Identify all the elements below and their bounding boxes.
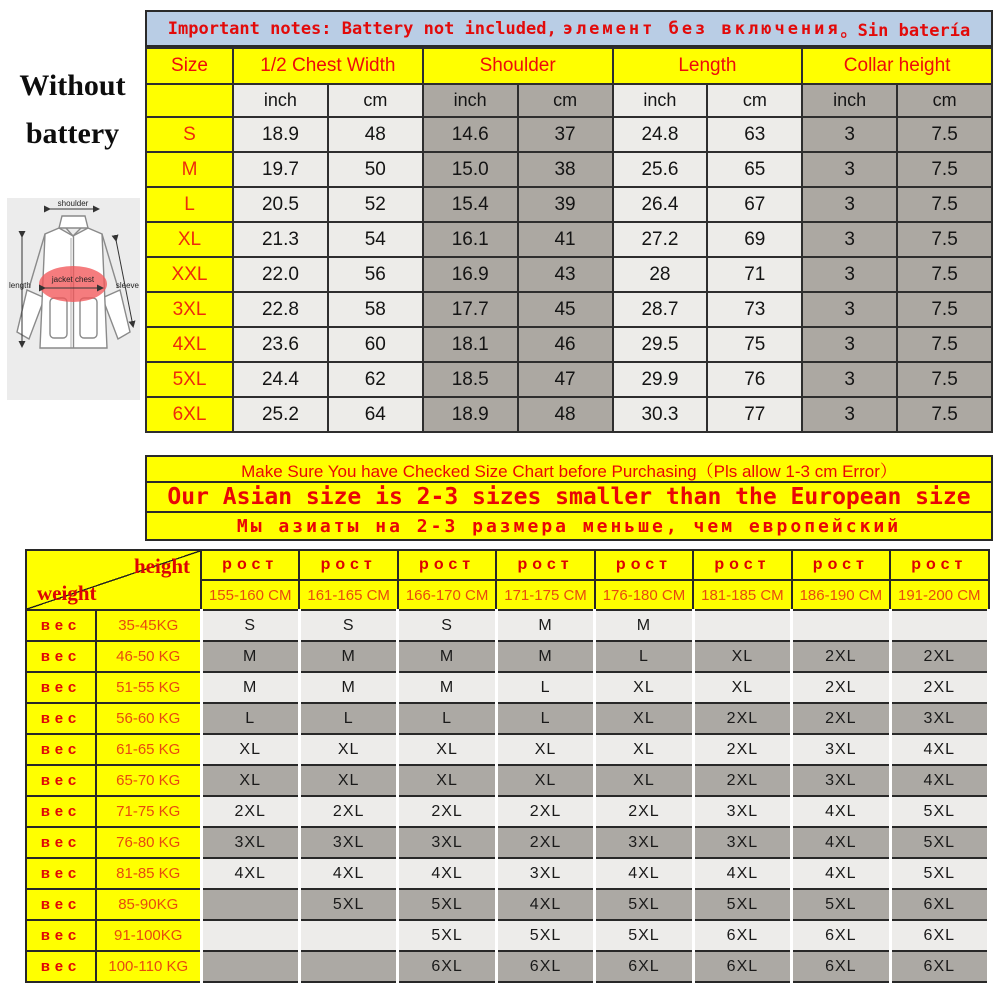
measurement-value: 60 [328, 327, 423, 362]
measurement-value: 30.3 [613, 397, 708, 432]
measurement-value: 58 [328, 292, 423, 327]
recommended-size: 2XL [496, 796, 594, 827]
recommended-size: 6XL [890, 951, 988, 982]
notice-check-size-chart: Make Sure You have Checked Size Chart before Purchasing（Pls allow 1-3 cm Error） [145, 455, 993, 483]
weight-row-header: вес [26, 610, 96, 641]
size-row-label: XL [146, 222, 233, 257]
recommended-size: 4XL [890, 734, 988, 765]
recommended-size: L [201, 703, 299, 734]
banner-text-en: Important notes: Battery not included, [167, 18, 557, 39]
measurement-value: 7.5 [897, 362, 992, 397]
recommended-size: 6XL [595, 951, 693, 982]
recommended-size: S [398, 610, 496, 641]
measurement-value: 3 [802, 362, 897, 397]
height-range: 181-185 CM [693, 580, 791, 610]
unit-header: cm [328, 84, 423, 117]
measurement-value: 7.5 [897, 327, 992, 362]
recommended-size: L [299, 703, 397, 734]
measurement-value: 38 [518, 152, 613, 187]
weight-range: 71-75 KG [96, 796, 201, 827]
measurement-value: 18.5 [423, 362, 518, 397]
recommended-size: S [201, 610, 299, 641]
fit-table-data [26, 550, 989, 982]
weight-range: 85-90KG [96, 889, 201, 920]
size-measurements-table [145, 47, 993, 433]
fit-table-row [26, 858, 989, 889]
recommended-size: M [398, 672, 496, 703]
measurement-value: 71 [707, 257, 802, 292]
recommended-size: 4XL [792, 858, 890, 889]
size-row-label: S [146, 117, 233, 152]
recommended-size: XL [201, 765, 299, 796]
recommended-size: 2XL [792, 703, 890, 734]
recommended-size: 4XL [201, 858, 299, 889]
without-battery-note [0, 62, 145, 158]
recommended-size: 2XL [792, 672, 890, 703]
measurement-value: 7.5 [897, 397, 992, 432]
recommended-size: 6XL [693, 920, 791, 951]
measurement-value: 29.9 [613, 362, 708, 397]
weight-row-header: вес [26, 641, 96, 672]
fit-table-row [26, 951, 989, 982]
measurement-value: 54 [328, 222, 423, 257]
size-row-label: 4XL [146, 327, 233, 362]
size-table-row [146, 117, 992, 152]
measurement-value: 69 [707, 222, 802, 257]
length-label: length [9, 281, 31, 290]
col-header-shoulder: Shoulder [423, 48, 613, 84]
measurement-value: 75 [707, 327, 802, 362]
measurement-value: 47 [518, 362, 613, 397]
measurement-value: 7.5 [897, 292, 992, 327]
measurement-value: 3 [802, 152, 897, 187]
recommended-size: M [201, 641, 299, 672]
recommended-size: 4XL [595, 858, 693, 889]
measurement-value: 25.2 [233, 397, 328, 432]
unit-header-blank [146, 84, 233, 117]
unit-header: cm [897, 84, 992, 117]
unit-header: inch [802, 84, 897, 117]
measurement-value: 46 [518, 327, 613, 362]
recommended-size: 5XL [693, 889, 791, 920]
recommended-size: XL [595, 765, 693, 796]
shoulder-label: shoulder [57, 199, 89, 208]
fit-rost-row [26, 550, 989, 580]
banner-text-suffix: 。Sin batería [840, 21, 971, 41]
recommended-size: 5XL [595, 920, 693, 951]
measurement-value: 67 [707, 187, 802, 222]
recommended-size: 6XL [792, 951, 890, 982]
recommended-size: XL [595, 672, 693, 703]
measurement-value: 37 [518, 117, 613, 152]
recommended-size: 3XL [890, 703, 988, 734]
measurement-value: 64 [328, 397, 423, 432]
col-header-chest: 1/2 Chest Width [233, 48, 423, 84]
recommended-size: 6XL [496, 951, 594, 982]
measurement-value: 22.8 [233, 292, 328, 327]
recommended-size: XL [299, 734, 397, 765]
size-table-row [146, 222, 992, 257]
measurement-value: 3 [802, 292, 897, 327]
measurement-value: 41 [518, 222, 613, 257]
measurement-value: 21.3 [233, 222, 328, 257]
recommended-size: 4XL [792, 827, 890, 858]
recommended-size: 5XL [299, 889, 397, 920]
recommended-size [890, 610, 988, 641]
height-range: 191-200 CM [890, 580, 988, 610]
recommended-size: 5XL [890, 827, 988, 858]
recommended-size: XL [496, 765, 594, 796]
height-column-header: рост [890, 550, 988, 580]
size-table-row [146, 292, 992, 327]
recommended-size: XL [398, 734, 496, 765]
height-column-header: рост [792, 550, 890, 580]
recommended-size: 2XL [398, 796, 496, 827]
measurement-value: 3 [802, 222, 897, 257]
measurement-value: 20.5 [233, 187, 328, 222]
measurement-value: 3 [802, 187, 897, 222]
height-range: 176-180 CM [595, 580, 693, 610]
recommended-size [201, 951, 299, 982]
size-row-label: L [146, 187, 233, 222]
measurement-value: 15.4 [423, 187, 518, 222]
measurement-value: 45 [518, 292, 613, 327]
height-range: 161-165 CM [299, 580, 397, 610]
height-range: 171-175 CM [496, 580, 594, 610]
col-header-length: Length [613, 48, 803, 84]
unit-header: inch [233, 84, 328, 117]
recommended-size: XL [693, 672, 791, 703]
measurement-value: 22.0 [233, 257, 328, 292]
weight-row-header: вес [26, 827, 96, 858]
measurement-value: 19.7 [233, 152, 328, 187]
corner-cell [26, 550, 201, 610]
unit-header: cm [707, 84, 802, 117]
recommended-size: 2XL [201, 796, 299, 827]
measurement-value: 52 [328, 187, 423, 222]
recommended-size: M [496, 641, 594, 672]
recommended-size: 5XL [398, 920, 496, 951]
recommended-size: 6XL [398, 951, 496, 982]
fit-table-row [26, 672, 989, 703]
unit-header: cm [518, 84, 613, 117]
measurement-value: 7.5 [897, 117, 992, 152]
measurement-value: 7.5 [897, 152, 992, 187]
weight-range: 61-65 KG [96, 734, 201, 765]
measurement-value: 48 [518, 397, 613, 432]
notice-asian-size-en: Our Asian size is 2-3 sizes smaller than the European size [145, 481, 993, 513]
recommended-size: 6XL [890, 920, 988, 951]
fit-table-row [26, 796, 989, 827]
recommended-size: XL [595, 703, 693, 734]
recommended-size: 4XL [398, 858, 496, 889]
weight-range: 91-100KG [96, 920, 201, 951]
recommended-size: L [496, 703, 594, 734]
measurement-value: 26.4 [613, 187, 708, 222]
measurement-value: 76 [707, 362, 802, 397]
measurement-value: 77 [707, 397, 802, 432]
measurement-value: 73 [707, 292, 802, 327]
jacket-measurement-diagram [7, 198, 140, 400]
measurement-value: 18.9 [233, 117, 328, 152]
recommended-size: 3XL [792, 765, 890, 796]
fit-table-row [26, 641, 989, 672]
recommended-size: 2XL [496, 827, 594, 858]
height-column-header: рост [496, 550, 594, 580]
size-table-row [146, 362, 992, 397]
recommended-size [792, 610, 890, 641]
height-column-header: рост [693, 550, 791, 580]
size-row-label: 3XL [146, 292, 233, 327]
recommended-size: 3XL [693, 827, 791, 858]
notice-asian-size-ru: Мы азиаты на 2-3 размера меньше, чем европейский [145, 511, 993, 541]
recommended-size: 4XL [890, 765, 988, 796]
measurement-value: 27.2 [613, 222, 708, 257]
recommended-size: 3XL [595, 827, 693, 858]
recommended-size: 6XL [890, 889, 988, 920]
recommended-size: 3XL [496, 858, 594, 889]
weight-row-header: вес [26, 889, 96, 920]
recommended-size: 2XL [890, 641, 988, 672]
size-table-row [146, 327, 992, 362]
size-table-data [146, 48, 992, 432]
measurement-value: 3 [802, 327, 897, 362]
recommended-size: 5XL [890, 796, 988, 827]
measurement-value: 62 [328, 362, 423, 397]
recommended-size [693, 610, 791, 641]
measurement-value: 14.6 [423, 117, 518, 152]
col-header-size: Size [146, 48, 233, 84]
corner-weight-label: weight [37, 581, 97, 605]
recommended-size: 2XL [299, 796, 397, 827]
col-header-collar: Collar height [802, 48, 992, 84]
measurement-value: 3 [802, 117, 897, 152]
weight-range: 46-50 KG [96, 641, 201, 672]
recommended-size [201, 889, 299, 920]
recommended-size: 6XL [792, 920, 890, 951]
height-column-header: рост [201, 550, 299, 580]
unit-header: inch [613, 84, 708, 117]
measurement-value: 24.4 [233, 362, 328, 397]
measurement-value: 56 [328, 257, 423, 292]
measurement-value: 43 [518, 257, 613, 292]
weight-range: 81-85 KG [96, 858, 201, 889]
weight-range: 100-110 KG [96, 951, 201, 982]
size-table-group-header [146, 48, 992, 84]
fit-table-row [26, 703, 989, 734]
recommended-size: XL [299, 765, 397, 796]
weight-range: 56-60 KG [96, 703, 201, 734]
height-weight-table [25, 549, 990, 983]
measurement-value: 16.9 [423, 257, 518, 292]
size-row-label: XXL [146, 257, 233, 292]
without-battery-line2: battery [25, 117, 120, 150]
size-table-row [146, 257, 992, 292]
notices-block [145, 455, 993, 541]
fit-table-row [26, 765, 989, 796]
chest-highlight-ellipse [39, 266, 107, 302]
recommended-size: 3XL [201, 827, 299, 858]
recommended-size: L [595, 641, 693, 672]
weight-row-header: вес [26, 796, 96, 827]
recommended-size: 4XL [299, 858, 397, 889]
weight-row-header: вес [26, 951, 96, 982]
measurement-value: 50 [328, 152, 423, 187]
measurement-value: 39 [518, 187, 613, 222]
measurement-value: 7.5 [897, 222, 992, 257]
recommended-size: 2XL [693, 703, 791, 734]
measurement-value: 28.7 [613, 292, 708, 327]
weight-range: 65-70 KG [96, 765, 201, 796]
fit-table-row [26, 610, 989, 641]
fit-table-row [26, 920, 989, 951]
measurement-value: 28 [613, 257, 708, 292]
height-range: 155-160 CM [201, 580, 299, 610]
weight-range: 35-45KG [96, 610, 201, 641]
weight-row-header: вес [26, 703, 96, 734]
height-range: 186-190 CM [792, 580, 890, 610]
measurement-value: 29.5 [613, 327, 708, 362]
recommended-size: 4XL [693, 858, 791, 889]
recommended-size: XL [693, 641, 791, 672]
recommended-size: L [496, 672, 594, 703]
recommended-size: 2XL [792, 641, 890, 672]
without-battery-line1: Without [19, 69, 126, 102]
recommended-size: L [398, 703, 496, 734]
measurement-value: 63 [707, 117, 802, 152]
recommended-size [299, 920, 397, 951]
height-column-header: рост [595, 550, 693, 580]
recommended-size: M [496, 610, 594, 641]
recommended-size: 6XL [693, 951, 791, 982]
corner-height-label: height [133, 554, 190, 578]
measurement-value: 48 [328, 117, 423, 152]
measurement-value: 3 [802, 397, 897, 432]
recommended-size: XL [398, 765, 496, 796]
recommended-size: M [299, 672, 397, 703]
recommended-size: 2XL [595, 796, 693, 827]
measurement-value: 18.9 [423, 397, 518, 432]
weight-row-header: вес [26, 765, 96, 796]
recommended-size: 5XL [398, 889, 496, 920]
weight-range: 76-80 KG [96, 827, 201, 858]
weight-row-header: вес [26, 734, 96, 765]
recommended-size: 4XL [792, 796, 890, 827]
measurement-value: 24.8 [613, 117, 708, 152]
recommended-size: 5XL [496, 920, 594, 951]
unit-header: inch [423, 84, 518, 117]
recommended-size: 5XL [792, 889, 890, 920]
recommended-size [201, 920, 299, 951]
banner-text-ru: элемент без включения [562, 18, 841, 39]
measurement-value: 7.5 [897, 257, 992, 292]
recommended-size: XL [201, 734, 299, 765]
measurement-value: 17.7 [423, 292, 518, 327]
weight-row-header: вес [26, 920, 96, 951]
recommended-size: 2XL [693, 734, 791, 765]
size-row-label: M [146, 152, 233, 187]
height-range: 166-170 CM [398, 580, 496, 610]
recommended-size: M [595, 610, 693, 641]
measurement-value: 25.6 [613, 152, 708, 187]
height-column-header: рост [299, 550, 397, 580]
jacket-chest-label: jacket chest [51, 275, 95, 284]
size-table-row [146, 152, 992, 187]
size-table-row [146, 397, 992, 432]
fit-table-row [26, 889, 989, 920]
measurement-value: 23.6 [233, 327, 328, 362]
recommended-size: 5XL [890, 858, 988, 889]
recommended-size: XL [595, 734, 693, 765]
weight-range: 51-55 KG [96, 672, 201, 703]
measurement-value: 65 [707, 152, 802, 187]
recommended-size: M [201, 672, 299, 703]
measurement-value: 3 [802, 257, 897, 292]
fit-table-row [26, 827, 989, 858]
recommended-size: M [299, 641, 397, 672]
recommended-size: XL [496, 734, 594, 765]
recommended-size: M [398, 641, 496, 672]
recommended-size: 4XL [496, 889, 594, 920]
fit-table-row [26, 734, 989, 765]
height-column-header: рост [398, 550, 496, 580]
size-table-row [146, 187, 992, 222]
size-table-unit-header [146, 84, 992, 117]
recommended-size: 3XL [299, 827, 397, 858]
weight-row-header: вес [26, 672, 96, 703]
recommended-size: 2XL [890, 672, 988, 703]
sleeve-label: sleeve [115, 281, 139, 290]
measurement-value: 18.1 [423, 327, 518, 362]
recommended-size: 3XL [398, 827, 496, 858]
jacket-diagram-svg [7, 198, 140, 400]
weight-row-header: вес [26, 858, 96, 889]
measurement-value: 7.5 [897, 187, 992, 222]
recommended-size: 3XL [792, 734, 890, 765]
measurement-value: 16.1 [423, 222, 518, 257]
size-row-label: 5XL [146, 362, 233, 397]
recommended-size: 2XL [693, 765, 791, 796]
measurement-value: 15.0 [423, 152, 518, 187]
recommended-size: 3XL [693, 796, 791, 827]
recommended-size [299, 951, 397, 982]
recommended-size: S [299, 610, 397, 641]
important-notes-banner [145, 10, 993, 47]
size-row-label: 6XL [146, 397, 233, 432]
recommended-size: 5XL [595, 889, 693, 920]
